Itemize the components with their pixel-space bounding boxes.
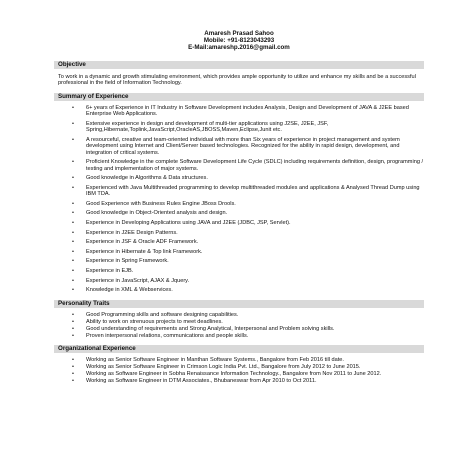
bullet-icon: • [72,239,74,246]
list-item [54,249,424,255]
list-item-text: Good understanding of requirements and Strong Analytical, Interpersonal and Problem solving skills. [86,325,335,332]
list-item-text: Proficient Knowledge in the complete Software Development Life Cycle (SDLC) including requirements definition, design, programming / testing and implementation of major systems. [86,159,424,172]
bullet-icon: • [72,377,74,384]
list-item-text: Knowledge in XML & Webservices. [86,287,173,294]
bullet-icon: • [72,311,74,318]
list-item-text: Proven interpersonal relations, communications and people skills. [86,332,249,339]
contact-header [54,30,424,52]
organizational-heading: Organizational Experience [54,345,424,353]
list-item-text: Working as Senior Software Engineer in Crimson Logic India Pvt. Ltd., Bangalore from July 2012 to June 2015. [86,363,361,370]
list-item [54,364,424,370]
list-item-text: Working as Software Engineer in DTM Associates., Bhubaneswar from Apr 2010 to Oct 2011. [86,377,317,384]
bullet-icon: • [72,287,74,294]
list-item [54,312,424,318]
bullet-icon: • [72,184,74,191]
bullet-icon: • [72,159,74,166]
list-item [54,258,424,264]
list-item [54,210,424,216]
mobile-number: Mobile: +91-8123043293 [203,37,275,45]
list-item [54,378,424,384]
list-item [54,268,424,274]
summary-list [54,105,424,294]
list-item [54,137,424,156]
list-item [54,230,424,236]
list-item [54,105,424,118]
list-item [54,357,424,363]
list-item-text: Good Programming skills and software designing capabilities. [86,311,239,318]
list-item-text: Extensive experience in design and development of multi-tier applications using J2SE, J2EE, JSF, Spring,Hibernate,Toplink,JavaScript,OracleAS,JBOSS,Maven,Eclipse,Junit etc. [86,120,329,134]
organizational-list [54,357,424,384]
personality-list [54,312,424,339]
bullet-icon: • [72,219,74,226]
list-item-text: Good knowledge in Object-Oriented analysis and design. [86,210,228,217]
list-item-text: Experience in Developing Applications using JAVA and J2EE (JDBC, JSP, Servlet). [86,219,291,226]
list-item [54,326,424,332]
bullet-icon: • [72,363,74,370]
bullet-icon: • [72,210,74,217]
bullet-icon: • [72,332,74,339]
list-item-text: Ability to work on strenuous projects to meet deadlines. [86,318,223,325]
list-item-text: A resourceful, creative and team-oriented individual with more than Six years of experience in project management and system development using Internet and Client/Server based technologies. Recognized for the ability in rapid design, development, and integration of critical systems. [86,136,400,156]
bullet-icon: • [72,258,74,265]
resume-page [54,0,424,385]
bullet-icon: • [72,248,74,255]
bullet-icon: • [72,356,74,363]
bullet-icon: • [72,325,74,332]
list-item [54,201,424,207]
list-item [54,175,424,181]
bullet-icon: • [72,136,74,143]
personality-heading: Personality Traits [54,300,424,308]
objective-text: To work in a dynamic and growth stimulating environment, which provides ample opportunity to utilize and enhance my skills and be a successful professional in the field of Information Technology. [58,73,416,87]
bullet-icon: • [72,370,74,377]
list-item-text: Experience in Hibernate & Top link Framework. [86,248,203,255]
list-item-text: Working as Software Engineer in Sobha Renaissance Information Technology., Bangalore from Nov 2011 to June 2012. [86,370,382,377]
list-item-text: Working as Senior Software Engineer in Manthan Software Systems., Bangalore from Feb 2016 till date. [86,356,344,363]
list-item [54,287,424,293]
candidate-name: Amaresh Prasad Sahoo [204,30,274,37]
list-item-text: Experienced with Java Multithreaded programming to develop multithreaded modules and applications & Analysed Thread Dump using IBM TDA. [86,184,420,198]
list-item-text: Experience in EJB. [86,267,134,274]
bullet-icon: • [72,120,74,127]
bullet-icon: • [72,200,74,207]
email-address: E-Mail:amareshp.2016@gmail.com [188,44,290,52]
list-item-text: Good Experience with Business Rules Engine JBoss Drools. [86,200,236,207]
bullet-icon: • [72,104,74,111]
list-item-text: Experience in JavaScript, AJAX & Jquery. [86,277,190,284]
bullet-icon: • [72,175,74,182]
list-item [54,319,424,325]
list-item [54,159,424,172]
list-item-text: Good knowledge in Algorithms & Data structures. [86,175,208,182]
list-item-text: 6+ years of Experience in IT Industry in Software Development includes Analysis, Design and Development of JAVA & J2EE based Enterprise Web Applications. [86,104,409,118]
list-item [54,121,424,134]
list-item-text: Experience in Spring Framework. [86,258,169,265]
list-item [54,185,424,198]
list-item-text: Experience in J2EE Design Patterns. [86,229,178,236]
bullet-icon: • [72,277,74,284]
list-item [54,220,424,226]
objective-heading: Objective [54,61,424,69]
list-item-text: Experience in JSF & Oracle ADF Framework. [86,239,199,246]
bullet-icon: • [72,267,74,274]
list-item [54,278,424,284]
summary-heading: Summary of Experience [54,93,424,101]
list-item [54,333,424,339]
list-item [54,371,424,377]
list-item [54,239,424,245]
bullet-icon: • [72,229,74,236]
bullet-icon: • [72,318,74,325]
